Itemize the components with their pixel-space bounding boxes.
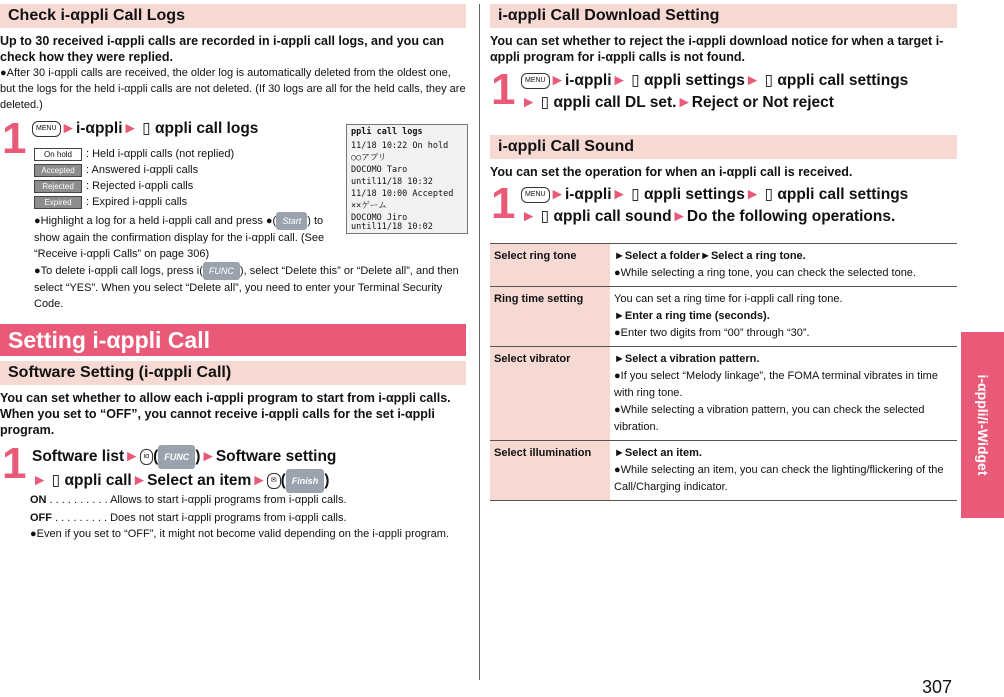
page-number: 307	[922, 677, 953, 697]
sound-options-table	[490, 243, 957, 501]
sound-intro: You can set the operation for when an i-αppli call is received.	[490, 165, 853, 179]
setting-intro: You can set whether to allow each i-αppli program to start from i-αppli calls. When you set to “OFF”, you cannot receive i-αppli calls for the set i-αppli program.	[0, 391, 451, 437]
menu-key-icon: MENU	[32, 121, 61, 137]
on-hold-icon: On hold	[34, 148, 82, 161]
row-value: You can set a ring time for i-αppli call ring tone. ►Enter a ring time (seconds). ●Enter two digits from “00” through “30”.	[610, 287, 957, 347]
phone-row: DOCOMO Jiro	[351, 213, 408, 223]
step-number: 1	[491, 65, 516, 114]
start-key-icon: Start	[276, 212, 307, 230]
accepted-icon: Accepted	[34, 164, 82, 177]
phone-title: ppli call logs	[351, 127, 423, 137]
row-value: ►Select a folder►Select a ring tone. ●While selecting a ring tone, you can check the selected tone.	[610, 244, 957, 287]
subsection-title-software-setting: Software Setting (i-αppli Call)	[0, 361, 466, 385]
column-divider	[479, 4, 480, 680]
sound-step: MENU ►i-αppli► ▯ αppli settings► ▯ αppli call settings ► ▯ αppli call sound►Do the following operations.	[521, 186, 909, 225]
expired-icon: Expired	[34, 196, 82, 209]
rejected-icon: Rejected	[34, 180, 82, 193]
step-number: 1	[491, 179, 516, 228]
section-title-setting: Setting i-αppli Call	[0, 324, 466, 356]
legend-text: : Answered i-αppli calls	[86, 164, 199, 176]
func-key-icon: FUNC	[203, 262, 240, 280]
side-tab: i-αppli/i-Widget	[961, 332, 1004, 518]
check-logs-intro: Up to 30 received i-αppli calls are recorded in i-αppli call logs, and you can check how they were replied.	[0, 34, 444, 64]
phone-row: until11/18 10:02	[351, 222, 433, 232]
step-number: 1	[2, 439, 27, 488]
row-value: ►Select an item. ●While selecting an item, you can check the lighting/flickering of the Call/Charging indicator.	[610, 441, 957, 501]
row-value: ►Select a vibration pattern. ●If you select “Melody linkage”, the FOMA terminal vibrates in time with ring tone. ●While selecting a vibration pattern, you can check the selected vibration.	[610, 347, 957, 441]
download-step: MENU ►i-αppli► ▯ αppli settings► ▯ αppli call settings ► ▯ αppli call DL set.►Reject or Not reject	[521, 72, 909, 111]
section-title-sound: i-αppli Call Sound	[490, 135, 957, 159]
row-key: Select illumination	[490, 441, 610, 501]
table-row	[490, 347, 957, 441]
step-number: 1	[2, 114, 27, 163]
bullet-delete: ●To delete i-αppli call logs, press i( FUNC ), select “Delete this” or “Delete all”, and then select “YES”. When you select “Delete all”, you need to enter your Terminal Security Code.	[34, 262, 466, 312]
check-logs-step: MENU ►i-αppli► ▯ αppli call logs	[32, 118, 352, 140]
phone-row: ○○アプリ	[351, 153, 387, 163]
phone-row: 11/18 10:00 Accepted	[351, 189, 454, 199]
section-title-download: i-αppli Call Download Setting	[490, 4, 957, 28]
setting-step: Software list► iα ( FUNC )►Software setting ► ▯ αppli call►Select an item► ✉ ( Finish )	[32, 445, 466, 493]
setting-note: ●Even if you set to “OFF”, it might not become valid depending on the i-αppli program.	[30, 528, 449, 540]
menu-key-icon: MENU	[521, 73, 550, 89]
func-key-icon: FUNC	[158, 445, 195, 469]
phone-row: until11/18 10:32	[351, 177, 433, 187]
phone-row: ××ゲーム	[351, 201, 387, 211]
row-key: Select vibrator	[490, 347, 610, 441]
download-intro: You can set whether to reject the i-αppli download notice for when a target i-αppli program for i-αppli calls is not found.	[490, 34, 944, 64]
table-row	[490, 441, 957, 501]
legend-text: : Expired i-αppli calls	[86, 196, 188, 208]
section-title-check-logs: Check i-αppli Call Logs	[0, 4, 466, 28]
check-logs-note: ●After 30 i-αppli calls are received, the older log is automatically deleted from the oldest one, but the logs for the held i-αppli calls are not deleted. (If 30 logs are all for the held calls, they are deleted.)	[0, 67, 466, 111]
legend-text: : Held i-αppli calls (not replied)	[86, 148, 235, 160]
phone-row: 11/18 10:22 On hold	[351, 141, 449, 151]
finish-key-icon: Finish	[286, 469, 325, 493]
on-option: ON . . . . . . . . . . Allows to start i-αppli programs from i-αppli calls.	[30, 494, 347, 506]
table-row	[490, 287, 957, 347]
table-row	[490, 244, 957, 287]
off-option: OFF . . . . . . . . . Does not start i-αppli programs from i-αppli calls.	[30, 512, 347, 524]
menu-key-icon: MENU	[521, 187, 550, 203]
row-key: Select ring tone	[490, 244, 610, 287]
bullet-highlight: ●Highlight a log for a held i-αppli call and press ●( Start ) to show again the confirmation display for the i-αppli call. (See “Receive i-αppli Calls” on page 306)	[34, 212, 344, 262]
phone-screen-image	[346, 124, 468, 234]
legend-text: : Rejected i-αppli calls	[86, 180, 194, 192]
phone-row: DOCOMO Taro	[351, 165, 408, 175]
row-key: Ring time setting	[490, 287, 610, 347]
